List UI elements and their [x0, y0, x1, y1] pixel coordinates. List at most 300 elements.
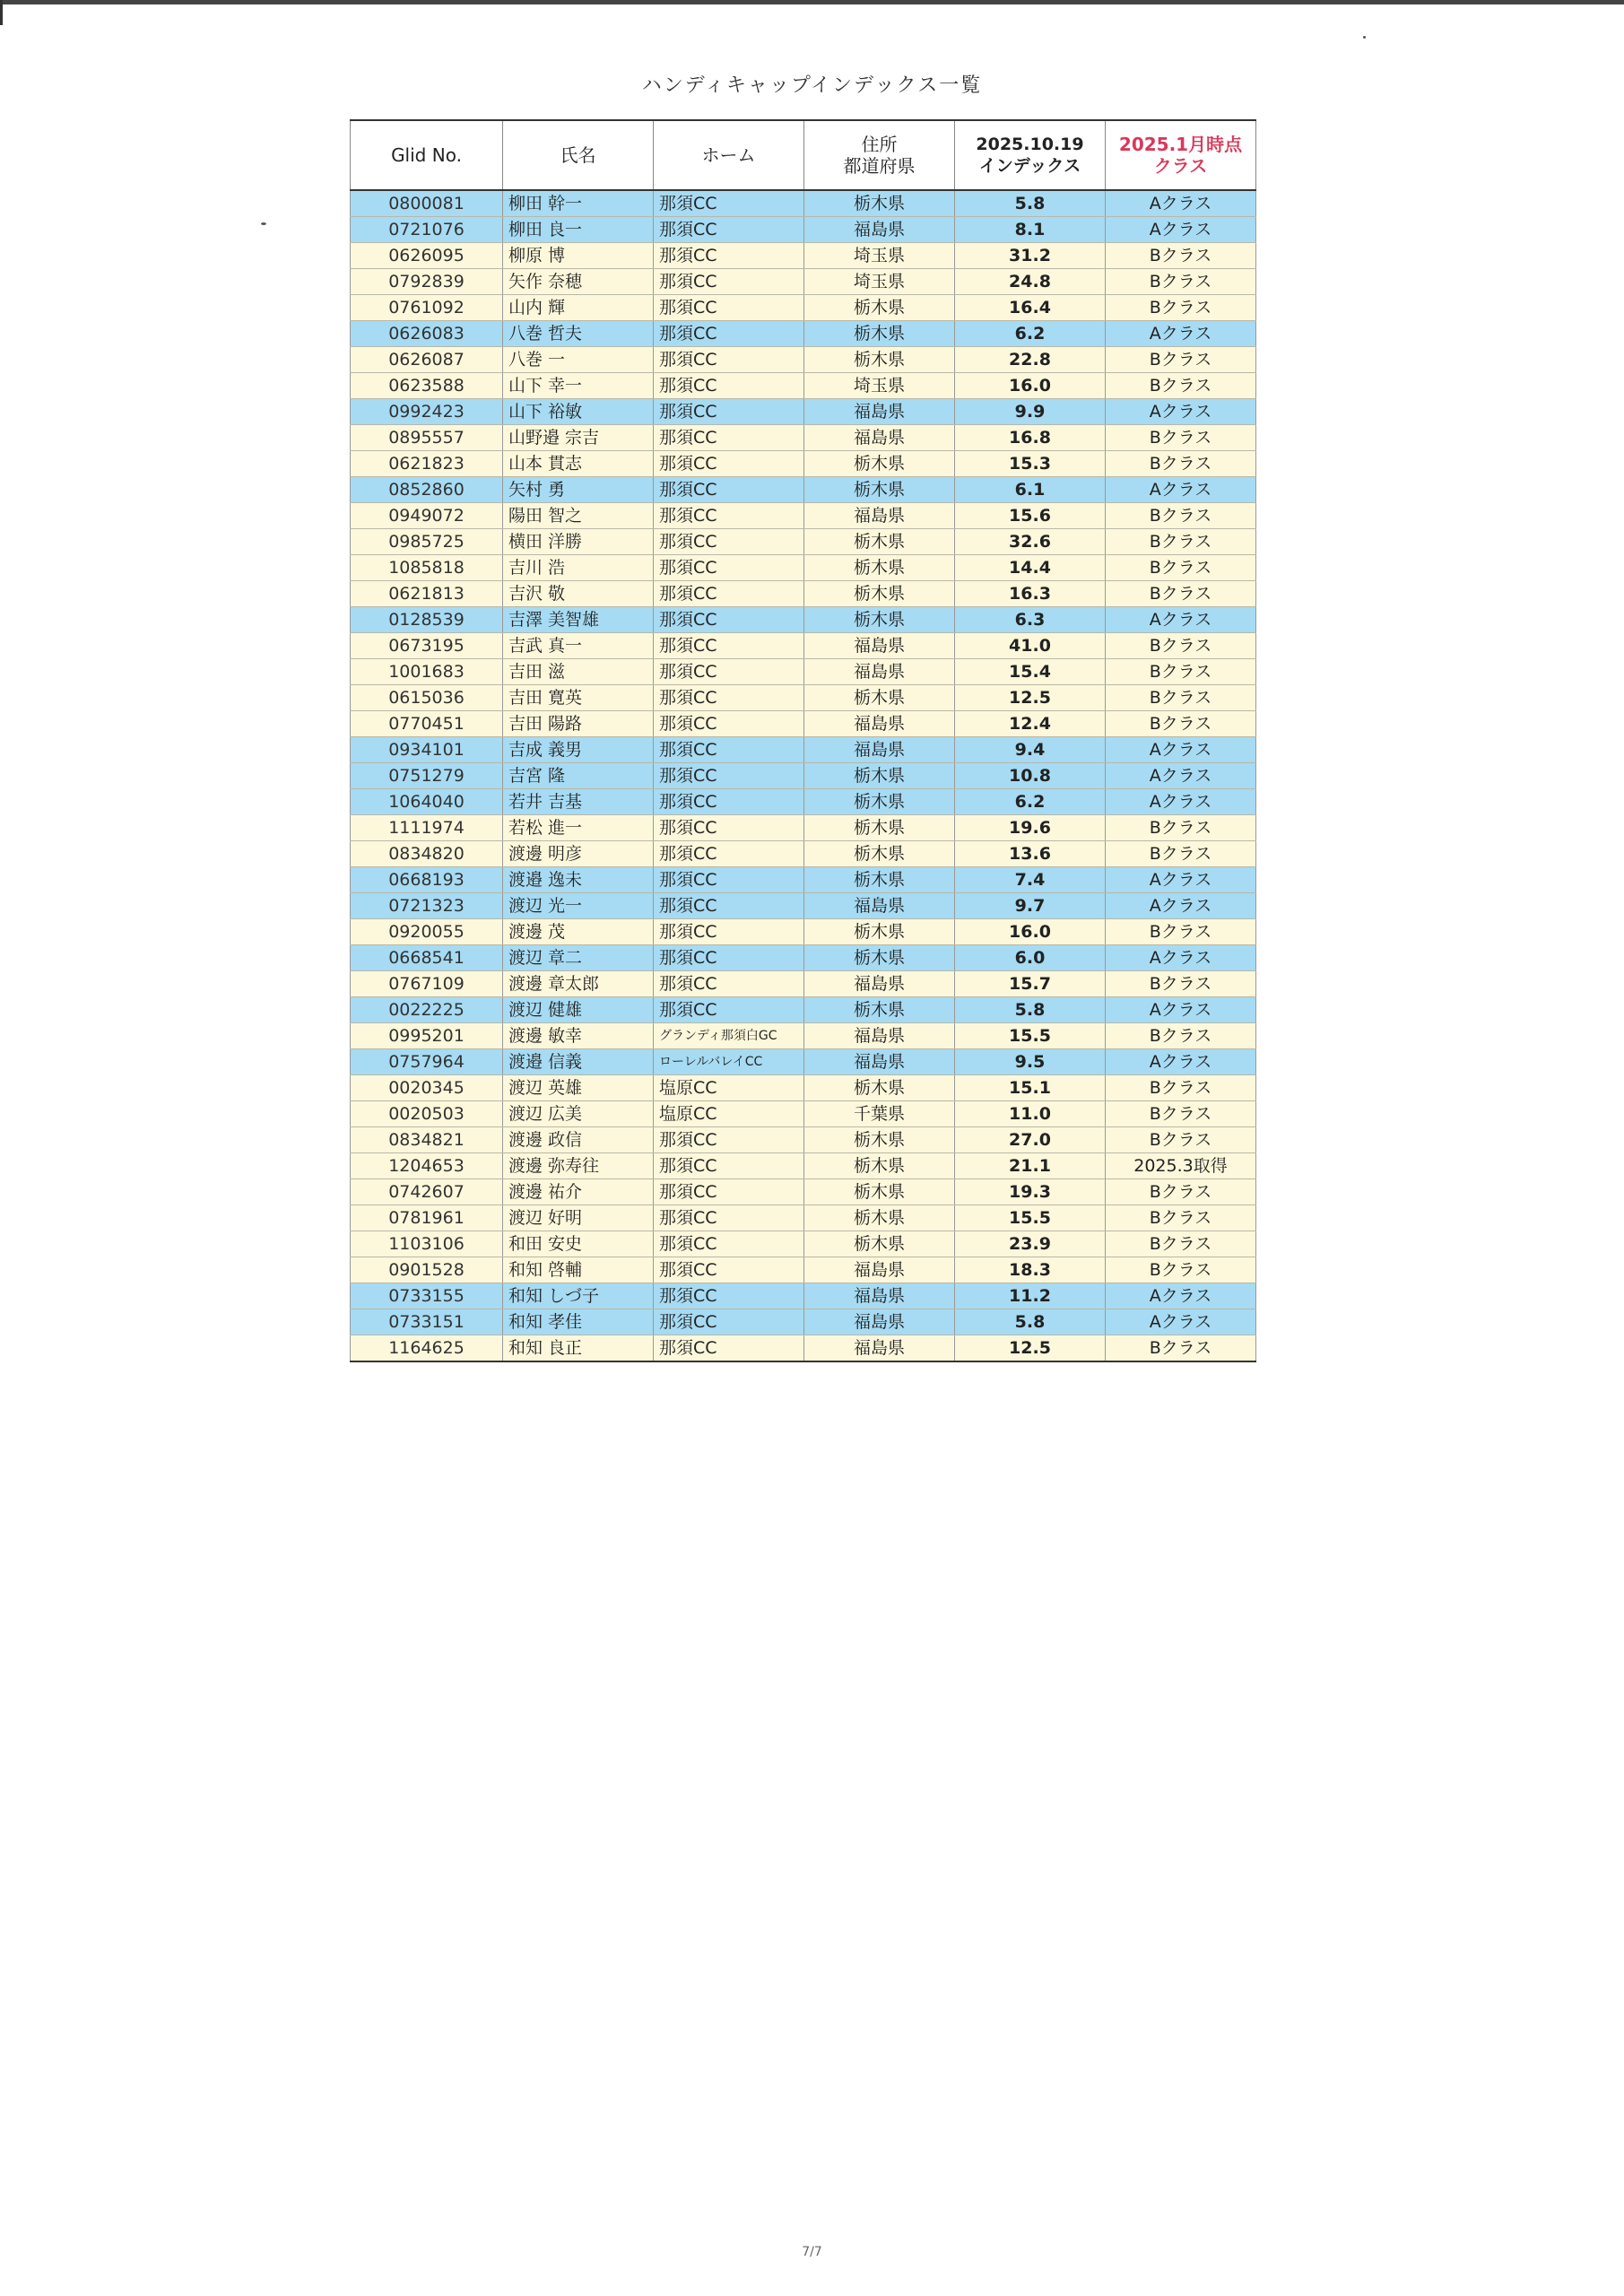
cell-index: 15.7: [955, 971, 1106, 997]
cell-prefecture: 福島県: [804, 1335, 955, 1362]
table-row: [351, 633, 1256, 659]
cell-name: 吉川 浩: [503, 555, 654, 581]
cell-prefecture: 福島県: [804, 503, 955, 529]
cell-name: 渡辺 好明: [503, 1205, 654, 1231]
cell-home: 那須CC: [654, 347, 804, 373]
table-row: [351, 815, 1256, 841]
cell-index: 5.8: [955, 190, 1106, 217]
cell-home: 那須CC: [654, 269, 804, 295]
cell-home: 那須CC: [654, 711, 804, 737]
cell-glid-no: 0781961: [351, 1205, 503, 1231]
cell-name: 山下 幸一: [503, 373, 654, 399]
cell-index: 6.2: [955, 789, 1106, 815]
table-row: [351, 1335, 1256, 1362]
cell-glid-no: 0949072: [351, 503, 503, 529]
cell-class: Bクラス: [1106, 1335, 1256, 1362]
cell-name: 山下 裕敏: [503, 399, 654, 425]
cell-prefecture: 栃木県: [804, 763, 955, 789]
cell-home: 那須CC: [654, 581, 804, 607]
cell-home: 那須CC: [654, 1205, 804, 1231]
table-row: [351, 997, 1256, 1023]
cell-index: 16.4: [955, 295, 1106, 321]
cell-class: Aクラス: [1106, 321, 1256, 347]
cell-home: 那須CC: [654, 633, 804, 659]
cell-class: Bクラス: [1106, 711, 1256, 737]
scan-speck: [261, 222, 266, 225]
cell-index: 9.4: [955, 737, 1106, 763]
cell-prefecture: 栃木県: [804, 529, 955, 555]
table-row: [351, 1153, 1256, 1179]
cell-home: 那須CC: [654, 659, 804, 685]
cell-glid-no: 0800081: [351, 190, 503, 217]
cell-glid-no: 1164625: [351, 1335, 503, 1362]
table-row: [351, 190, 1256, 217]
cell-prefecture: 福島県: [804, 1257, 955, 1283]
cell-prefecture: 栃木県: [804, 451, 955, 477]
cell-class: Aクラス: [1106, 399, 1256, 425]
cell-name: 吉宮 隆: [503, 763, 654, 789]
cell-class: Aクラス: [1106, 763, 1256, 789]
cell-home: 那須CC: [654, 971, 804, 997]
cell-index: 6.2: [955, 321, 1106, 347]
cell-class: Bクラス: [1106, 659, 1256, 685]
cell-name: 矢作 奈穂: [503, 269, 654, 295]
cell-glid-no: 0733155: [351, 1283, 503, 1309]
cell-name: 若井 吉基: [503, 789, 654, 815]
cell-prefecture: 栃木県: [804, 685, 955, 711]
cell-prefecture: 福島県: [804, 399, 955, 425]
table-row: [351, 685, 1256, 711]
cell-home: 那須CC: [654, 1309, 804, 1335]
cell-home: 那須CC: [654, 399, 804, 425]
scan-top-edge: [0, 0, 1624, 4]
cell-prefecture: 栃木県: [804, 1127, 955, 1153]
cell-name: 渡邉 逸未: [503, 867, 654, 893]
cell-name: 吉沢 敬: [503, 581, 654, 607]
cell-class: Bクラス: [1106, 1257, 1256, 1283]
cell-prefecture: 福島県: [804, 1049, 955, 1075]
cell-index: 32.6: [955, 529, 1106, 555]
cell-class: Aクラス: [1106, 190, 1256, 217]
cell-class: Bクラス: [1106, 1179, 1256, 1205]
cell-prefecture: 福島県: [804, 711, 955, 737]
cell-name: 八巻 哲夫: [503, 321, 654, 347]
cell-class: Bクラス: [1106, 295, 1256, 321]
table-row: [351, 1283, 1256, 1309]
cell-home: 那須CC: [654, 1179, 804, 1205]
cell-index: 21.1: [955, 1153, 1106, 1179]
header-home: ホーム: [654, 120, 804, 190]
table-row: [351, 1179, 1256, 1205]
cell-name: 吉田 陽路: [503, 711, 654, 737]
cell-index: 15.5: [955, 1023, 1106, 1049]
table-row: [351, 1049, 1256, 1075]
cell-home: 那須CC: [654, 529, 804, 555]
cell-name: 渡辺 章二: [503, 945, 654, 971]
cell-prefecture: 福島県: [804, 971, 955, 997]
cell-class: Bクラス: [1106, 269, 1256, 295]
cell-name: 渡辺 光一: [503, 893, 654, 919]
cell-index: 5.8: [955, 1309, 1106, 1335]
cell-class: Bクラス: [1106, 841, 1256, 867]
table-row: [351, 1127, 1256, 1153]
cell-index: 11.2: [955, 1283, 1106, 1309]
cell-class: Aクラス: [1106, 737, 1256, 763]
cell-home: 那須CC: [654, 1231, 804, 1257]
cell-home: 那須CC: [654, 893, 804, 919]
cell-prefecture: 栃木県: [804, 477, 955, 503]
cell-prefecture: 埼玉県: [804, 269, 955, 295]
cell-glid-no: 0770451: [351, 711, 503, 737]
cell-index: 16.8: [955, 425, 1106, 451]
cell-home: グランディ那須白GC: [654, 1023, 804, 1049]
cell-class: Bクラス: [1106, 1127, 1256, 1153]
cell-index: 7.4: [955, 867, 1106, 893]
cell-index: 12.5: [955, 1335, 1106, 1362]
cell-name: 渡邊 政信: [503, 1127, 654, 1153]
cell-glid-no: 1064040: [351, 789, 503, 815]
cell-name: 山野邉 宗吉: [503, 425, 654, 451]
cell-class: Bクラス: [1106, 529, 1256, 555]
cell-name: 和知 啓輔: [503, 1257, 654, 1283]
cell-prefecture: 福島県: [804, 659, 955, 685]
cell-index: 6.3: [955, 607, 1106, 633]
cell-glid-no: 0626087: [351, 347, 503, 373]
cell-home: 那須CC: [654, 763, 804, 789]
cell-home: 那須CC: [654, 1153, 804, 1179]
cell-name: 矢村 勇: [503, 477, 654, 503]
cell-name: 若松 進一: [503, 815, 654, 841]
cell-prefecture: 福島県: [804, 1023, 955, 1049]
table-row: [351, 1309, 1256, 1335]
cell-name: 八巻 一: [503, 347, 654, 373]
cell-glid-no: 0668541: [351, 945, 503, 971]
header-index-line2: インデックス: [978, 156, 1081, 176]
cell-class: 2025.3取得: [1106, 1153, 1256, 1179]
table-row: [351, 789, 1256, 815]
cell-glid-no: 0934101: [351, 737, 503, 763]
cell-prefecture: 福島県: [804, 1309, 955, 1335]
table-row: [351, 581, 1256, 607]
cell-prefecture: 栃木県: [804, 607, 955, 633]
cell-class: Aクラス: [1106, 789, 1256, 815]
cell-name: 吉武 真一: [503, 633, 654, 659]
document-title: ハンディキャップインデックス一覧: [641, 74, 983, 97]
cell-home: 那須CC: [654, 1283, 804, 1309]
cell-index: 15.3: [955, 451, 1106, 477]
cell-prefecture: 栃木県: [804, 997, 955, 1023]
table-row: [351, 1205, 1256, 1231]
cell-prefecture: 栃木県: [804, 1205, 955, 1231]
cell-class: Bクラス: [1106, 373, 1256, 399]
cell-home: 那須CC: [654, 607, 804, 633]
cell-class: Bクラス: [1106, 1231, 1256, 1257]
cell-class: Bクラス: [1106, 1101, 1256, 1127]
header-class: [1106, 120, 1256, 190]
cell-prefecture: 栃木県: [804, 1231, 955, 1257]
cell-home: 那須CC: [654, 555, 804, 581]
cell-name: 渡邊 敏幸: [503, 1023, 654, 1049]
cell-prefecture: 栃木県: [804, 581, 955, 607]
table-row: [351, 555, 1256, 581]
cell-home: 那須CC: [654, 737, 804, 763]
cell-index: 19.6: [955, 815, 1106, 841]
cell-prefecture: 福島県: [804, 425, 955, 451]
cell-glid-no: 0901528: [351, 1257, 503, 1283]
cell-home: 那須CC: [654, 295, 804, 321]
cell-glid-no: 0721323: [351, 893, 503, 919]
cell-glid-no: 0761092: [351, 295, 503, 321]
cell-name: 山本 貫志: [503, 451, 654, 477]
cell-glid-no: 0895557: [351, 425, 503, 451]
cell-index: 16.0: [955, 919, 1106, 945]
cell-glid-no: 0733151: [351, 1309, 503, 1335]
cell-prefecture: 栃木県: [804, 1075, 955, 1101]
cell-glid-no: 0626095: [351, 243, 503, 269]
page-number: 7/7: [802, 2245, 822, 2259]
table-row: [351, 945, 1256, 971]
cell-prefecture: 福島県: [804, 737, 955, 763]
table-row: [351, 1075, 1256, 1101]
cell-home: 那須CC: [654, 373, 804, 399]
cell-glid-no: 0623588: [351, 373, 503, 399]
cell-index: 9.7: [955, 893, 1106, 919]
cell-home: 那須CC: [654, 997, 804, 1023]
table-row: [351, 919, 1256, 945]
scan-speck: [1363, 36, 1366, 39]
cell-class: Aクラス: [1106, 1049, 1256, 1075]
cell-home: 那須CC: [654, 1127, 804, 1153]
cell-index: 19.3: [955, 1179, 1106, 1205]
cell-glid-no: 1111974: [351, 815, 503, 841]
cell-name: 和知 孝佳: [503, 1309, 654, 1335]
cell-index: 9.9: [955, 399, 1106, 425]
cell-prefecture: 栃木県: [804, 190, 955, 217]
cell-name: 吉田 滋: [503, 659, 654, 685]
table-body: [351, 190, 1256, 1361]
cell-index: 14.4: [955, 555, 1106, 581]
table-row: [351, 399, 1256, 425]
table-row: [351, 529, 1256, 555]
cell-prefecture: 福島県: [804, 217, 955, 243]
cell-prefecture: 栃木県: [804, 815, 955, 841]
cell-index: 41.0: [955, 633, 1106, 659]
cell-index: 22.8: [955, 347, 1106, 373]
cell-index: 11.0: [955, 1101, 1106, 1127]
table-row: [351, 451, 1256, 477]
table-row: [351, 971, 1256, 997]
cell-home: 那須CC: [654, 685, 804, 711]
cell-glid-no: 0757964: [351, 1049, 503, 1075]
cell-glid-no: 0742607: [351, 1179, 503, 1205]
cell-prefecture: 栃木県: [804, 295, 955, 321]
cell-class: Bクラス: [1106, 815, 1256, 841]
cell-prefecture: 栃木県: [804, 919, 955, 945]
cell-home: 塩原CC: [654, 1075, 804, 1101]
cell-glid-no: 0626083: [351, 321, 503, 347]
cell-index: 23.9: [955, 1231, 1106, 1257]
cell-index: 6.0: [955, 945, 1106, 971]
cell-class: Bクラス: [1106, 1075, 1256, 1101]
cell-name: 和知 良正: [503, 1335, 654, 1362]
cell-home: 那須CC: [654, 190, 804, 217]
cell-home: 那須CC: [654, 841, 804, 867]
cell-glid-no: 1085818: [351, 555, 503, 581]
cell-home: 塩原CC: [654, 1101, 804, 1127]
cell-class: Bクラス: [1106, 555, 1256, 581]
cell-home: 那須CC: [654, 945, 804, 971]
cell-prefecture: 福島県: [804, 893, 955, 919]
cell-index: 15.1: [955, 1075, 1106, 1101]
cell-glid-no: 0767109: [351, 971, 503, 997]
cell-prefecture: 埼玉県: [804, 243, 955, 269]
cell-glid-no: 0128539: [351, 607, 503, 633]
cell-home: 那須CC: [654, 815, 804, 841]
cell-index: 31.2: [955, 243, 1106, 269]
cell-name: 陽田 智之: [503, 503, 654, 529]
cell-home: 那須CC: [654, 867, 804, 893]
cell-index: 18.3: [955, 1257, 1106, 1283]
cell-class: Aクラス: [1106, 1309, 1256, 1335]
cell-glid-no: 1001683: [351, 659, 503, 685]
cell-class: Aクラス: [1106, 997, 1256, 1023]
cell-glid-no: 0020345: [351, 1075, 503, 1101]
cell-class: Bクラス: [1106, 685, 1256, 711]
cell-glid-no: 0615036: [351, 685, 503, 711]
header-prefecture: [804, 120, 955, 190]
cell-home: 那須CC: [654, 789, 804, 815]
cell-prefecture: 千葉県: [804, 1101, 955, 1127]
cell-prefecture: 栃木県: [804, 347, 955, 373]
table-row: [351, 477, 1256, 503]
cell-index: 27.0: [955, 1127, 1106, 1153]
cell-prefecture: 埼玉県: [804, 373, 955, 399]
cell-index: 13.6: [955, 841, 1106, 867]
cell-index: 12.5: [955, 685, 1106, 711]
cell-glid-no: 0721076: [351, 217, 503, 243]
header-prefecture-line2: 都道府県: [843, 155, 916, 177]
cell-name: 横田 洋勝: [503, 529, 654, 555]
cell-glid-no: 1103106: [351, 1231, 503, 1257]
cell-index: 8.1: [955, 217, 1106, 243]
cell-glid-no: 0852860: [351, 477, 503, 503]
cell-home: 那須CC: [654, 919, 804, 945]
table-row: [351, 269, 1256, 295]
cell-glid-no: 0621813: [351, 581, 503, 607]
cell-class: Bクラス: [1106, 1205, 1256, 1231]
cell-index: 15.4: [955, 659, 1106, 685]
cell-home: 那須CC: [654, 425, 804, 451]
cell-name: 吉田 寛英: [503, 685, 654, 711]
table-row: [351, 243, 1256, 269]
cell-home: 那須CC: [654, 1335, 804, 1362]
cell-glid-no: 0920055: [351, 919, 503, 945]
table-row: [351, 295, 1256, 321]
cell-name: 渡邊 弥寿往: [503, 1153, 654, 1179]
cell-class: Bクラス: [1106, 971, 1256, 997]
cell-prefecture: 栃木県: [804, 1153, 955, 1179]
cell-home: 那須CC: [654, 321, 804, 347]
table-row: [351, 659, 1256, 685]
cell-name: 山内 輝: [503, 295, 654, 321]
cell-glid-no: 0020503: [351, 1101, 503, 1127]
cell-class: Aクラス: [1106, 217, 1256, 243]
header-class-line2: クラス: [1153, 155, 1208, 177]
cell-class: Aクラス: [1106, 893, 1256, 919]
table-row: [351, 763, 1256, 789]
cell-prefecture: 福島県: [804, 633, 955, 659]
cell-glid-no: 0834820: [351, 841, 503, 867]
cell-name: 吉澤 美智雄: [503, 607, 654, 633]
scan-left-edge-mark: [0, 0, 3, 25]
cell-name: 柳田 幹一: [503, 190, 654, 217]
handicap-index-table: [350, 119, 1256, 1362]
cell-glid-no: 0792839: [351, 269, 503, 295]
cell-index: 24.8: [955, 269, 1106, 295]
cell-glid-no: 0992423: [351, 399, 503, 425]
cell-class: Aクラス: [1106, 867, 1256, 893]
cell-index: 16.0: [955, 373, 1106, 399]
cell-name: 吉成 義男: [503, 737, 654, 763]
cell-prefecture: 福島県: [804, 1283, 955, 1309]
cell-prefecture: 栃木県: [804, 789, 955, 815]
cell-class: Bクラス: [1106, 633, 1256, 659]
table-row: [351, 711, 1256, 737]
cell-class: Bクラス: [1106, 581, 1256, 607]
cell-glid-no: 0673195: [351, 633, 503, 659]
cell-home: 那須CC: [654, 243, 804, 269]
table-row: [351, 503, 1256, 529]
cell-name: 渡辺 健雄: [503, 997, 654, 1023]
header-glid-no: Glid No.: [351, 120, 503, 190]
cell-name: 渡邊 茂: [503, 919, 654, 945]
cell-glid-no: 0621823: [351, 451, 503, 477]
cell-prefecture: 栃木県: [804, 841, 955, 867]
cell-class: Bクラス: [1106, 243, 1256, 269]
cell-name: 和田 安史: [503, 1231, 654, 1257]
cell-home: 那須CC: [654, 1257, 804, 1283]
header-name: 氏名: [503, 120, 654, 190]
cell-class: Bクラス: [1106, 451, 1256, 477]
table-row: [351, 217, 1256, 243]
cell-glid-no: 0985725: [351, 529, 503, 555]
cell-name: 柳田 良一: [503, 217, 654, 243]
cell-name: 渡邉 信義: [503, 1049, 654, 1075]
table-row: [351, 893, 1256, 919]
cell-name: 柳原 博: [503, 243, 654, 269]
table-row: [351, 347, 1256, 373]
table-row: [351, 1257, 1256, 1283]
cell-class: Aクラス: [1106, 477, 1256, 503]
cell-home: 那須CC: [654, 503, 804, 529]
header-index: [955, 120, 1106, 190]
cell-class: Aクラス: [1106, 1283, 1256, 1309]
cell-glid-no: 0834821: [351, 1127, 503, 1153]
cell-glid-no: 0751279: [351, 763, 503, 789]
table-row: [351, 1101, 1256, 1127]
table-row: [351, 425, 1256, 451]
header-prefecture-line1: 住所: [861, 134, 898, 155]
table-row: [351, 737, 1256, 763]
cell-prefecture: 栃木県: [804, 1179, 955, 1205]
cell-name: 渡邊 章太郎: [503, 971, 654, 997]
cell-name: 渡辺 広美: [503, 1101, 654, 1127]
cell-name: 渡邊 祐介: [503, 1179, 654, 1205]
cell-prefecture: 栃木県: [804, 867, 955, 893]
header-class-line1: 2025.1月時点: [1118, 134, 1243, 155]
table-row: [351, 321, 1256, 347]
table-row: [351, 1231, 1256, 1257]
